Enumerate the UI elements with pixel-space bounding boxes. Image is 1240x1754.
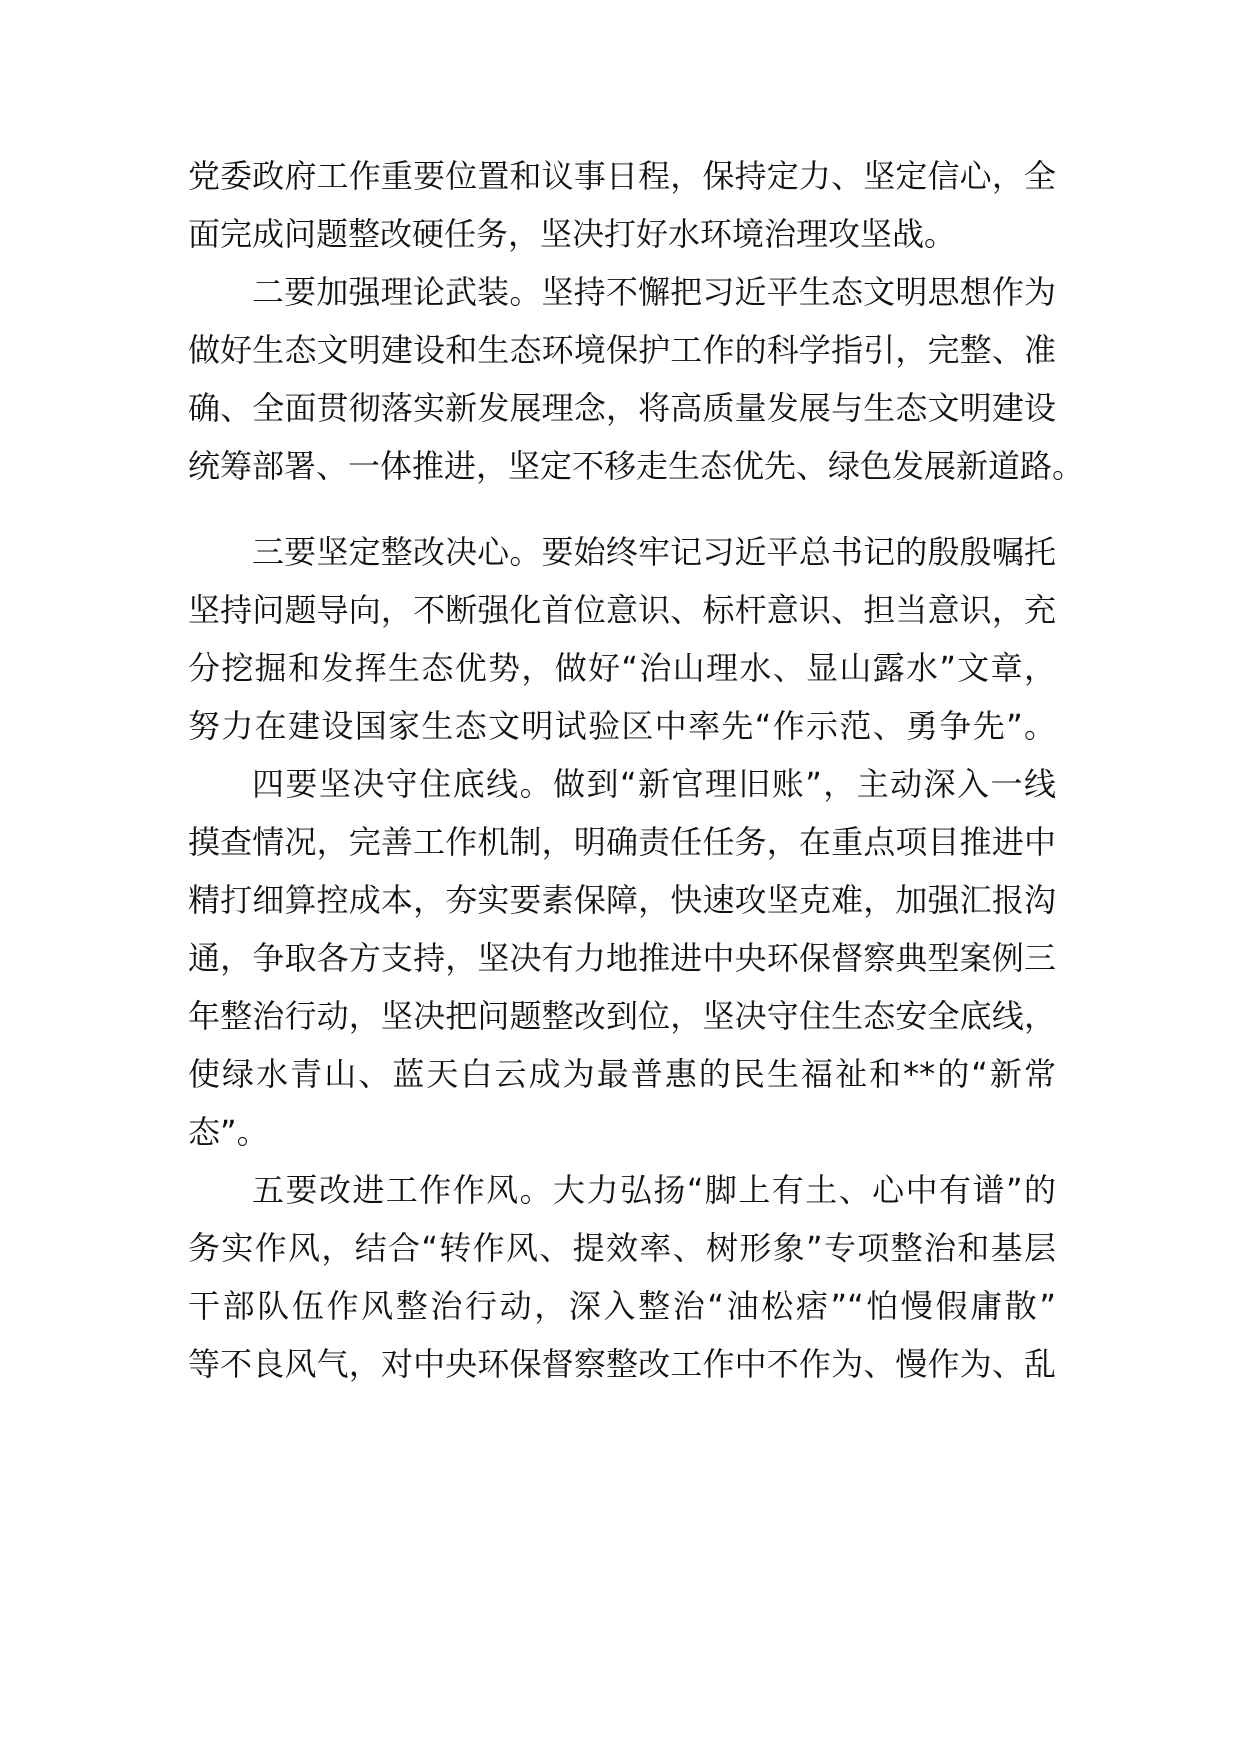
document-line: 党委政府工作重要位置和议事日程，保持定力、坚定信心，全 [188, 157, 1056, 195]
document-line: 努力在建设国家生态文明试验区中率先“作示范、勇争先”。 [188, 707, 1056, 745]
document-line: 分挖掘和发挥生态优势，做好“治山理水、显山露水”文章， [188, 649, 1056, 687]
document-line: 精打细算控成本，夯实要素保障，快速攻坚克难，加强汇报沟 [188, 881, 1056, 919]
document-line: 等不良风气，对中央环保督察整改工作中不作为、慢作为、乱 [188, 1345, 1056, 1383]
document-line: 面完成问题整改硬任务，坚决打好水环境治理攻坚战。 [188, 215, 957, 253]
document-line: 通，争取各方支持，坚决有力地推进中央环保督察典型案例三 [188, 939, 1056, 977]
document-line: 务实作风，结合“转作风、提效率、树形象”专项整治和基层 [188, 1229, 1056, 1267]
document-line: 使绿水青山、蓝天白云成为最普惠的民生福祉和**的“新常 [188, 1055, 1056, 1093]
document-line: 摸查情况，完善工作机制，明确责任任务，在重点项目推进中 [188, 823, 1056, 861]
document-line: 五要改进工作作风。大力弘扬“脚上有土、心中有谱”的 [252, 1171, 1056, 1209]
document-line: 做好生态文明建设和生态环境保护工作的科学指引，完整、准 [188, 331, 1056, 369]
document-line: 四要坚决守住底线。做到“新官理旧账”，主动深入一线 [252, 765, 1056, 803]
document-line: 二要加强理论武装。坚持不懈把习近平生态文明思想作为 [252, 273, 1056, 311]
document-line: 坚持问题导向，不断强化首位意识、标杆意识、担当意识，充 [188, 591, 1056, 629]
document-line: 干部队伍作风整治行动，深入整治“油松痞”“怕慢假庸散” [188, 1287, 1056, 1325]
document-line: 统筹部署、一体推进，坚定不移走生态优先、绿色发展新道路。 [188, 447, 1085, 485]
document-line: 态”。 [188, 1113, 269, 1151]
document-line: 年整治行动，坚决把问题整改到位，坚决守住生态安全底线， [188, 997, 1056, 1035]
document-line: 三要坚定整改决心。要始终牢记习近平总书记的殷殷嘱托 [252, 533, 1056, 571]
document-line: 确、全面贯彻落实新发展理念，将高质量发展与生态文明建设 [188, 389, 1056, 427]
